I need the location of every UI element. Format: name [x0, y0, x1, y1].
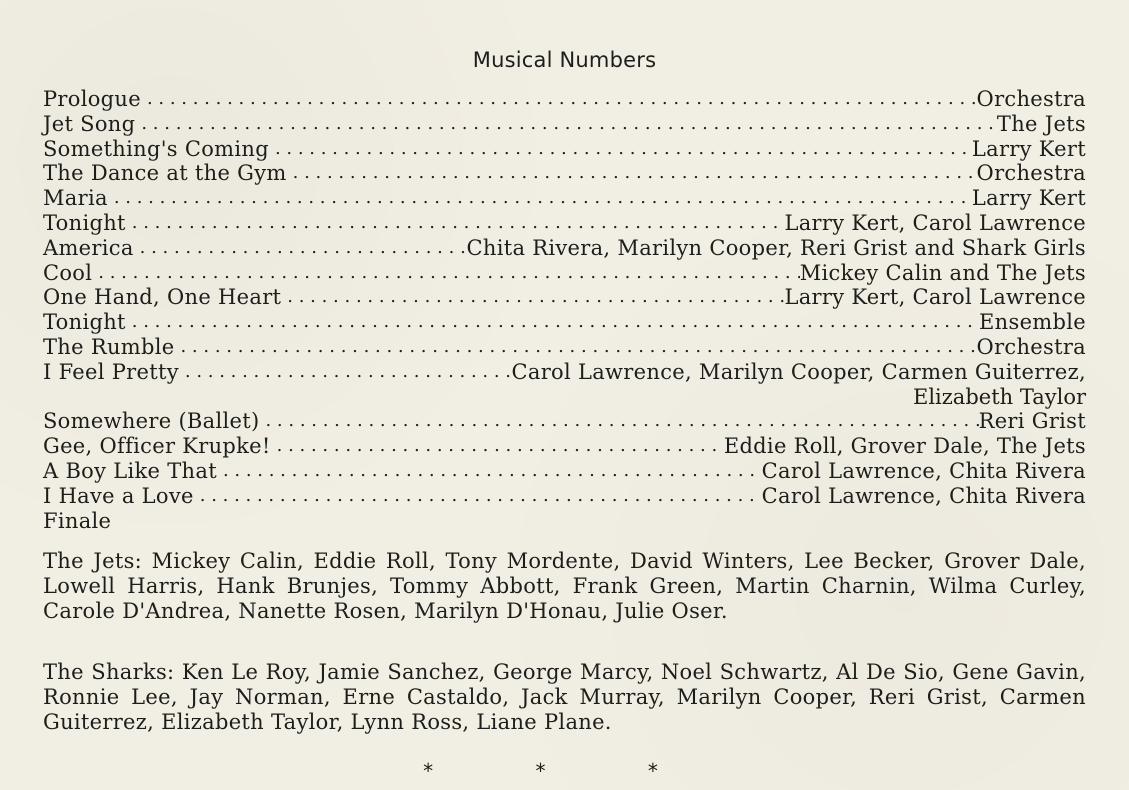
performers: Orchestra [976, 161, 1086, 186]
list-item [43, 87, 1086, 112]
song-title: Cool [43, 260, 93, 285]
list-item [43, 285, 1086, 310]
dot-leader [259, 409, 978, 434]
list-item [43, 137, 1086, 162]
performers: Orchestra [976, 334, 1086, 359]
performers: Carol Lawrence, Chita Rivera [761, 483, 1086, 508]
dot-leader [126, 211, 785, 236]
list-item [43, 112, 1086, 137]
list-item [43, 161, 1086, 186]
performers: Mickey Calin and The Jets [799, 260, 1086, 285]
dot-leader [194, 484, 762, 509]
dot-leader [271, 434, 724, 459]
song-title: Gee, Officer Krupke! [43, 434, 271, 459]
song-title: Prologue [43, 87, 141, 111]
performers: Larry Kert, Carol Lawrence [784, 285, 1086, 310]
list-item [43, 186, 1086, 211]
ornament-asterisks: * * * [423, 759, 706, 783]
list-item [43, 211, 1086, 236]
list-item [43, 509, 1086, 534]
performers: Larry Kert [971, 136, 1086, 161]
performers: The Jets [996, 111, 1086, 136]
performers: Ensemble [979, 310, 1086, 335]
list-item [43, 335, 1086, 360]
performers: Carol Lawrence, Marilyn Cooper, Carmen Guiterrez, [511, 359, 1086, 384]
song-title: Maria [43, 186, 108, 211]
list-item [43, 236, 1086, 261]
dot-leader [287, 161, 977, 186]
performers: Orchestra [976, 87, 1086, 111]
list-item [43, 360, 1086, 385]
sharks-cast-paragraph: The Sharks: Ken Le Roy, Jamie Sanchez, George Marcy, Noel Schwartz, Al De Sio, Gene Gavin, Ronnie Lee, Jay Norman, Erne Castaldo, Jack Murray, Marilyn Cooper, Reri Grist, Carmen Guiterrez, Elizabeth Taylor, Lynn Ross, Liane Plane. [43, 660, 1086, 734]
musical-numbers-list [43, 87, 1086, 533]
song-title: Tonight [43, 210, 126, 235]
dot-leader [134, 236, 467, 261]
song-title: A Boy Like That [43, 458, 217, 483]
song-title: Something's Coming [43, 136, 269, 161]
performers: Reri Grist [978, 409, 1086, 434]
dot-leader [217, 459, 762, 484]
list-item [43, 459, 1086, 484]
dot-leader [179, 360, 512, 385]
song-title: Tonight [43, 310, 126, 335]
song-title: Finale [43, 508, 112, 533]
song-title: One Hand, One Heart [43, 285, 282, 310]
song-title: I Feel Pretty [43, 359, 179, 384]
list-item [43, 434, 1086, 459]
dot-leader [92, 261, 799, 286]
performers: Carol Lawrence, Chita Rivera [761, 458, 1086, 483]
song-title: Somewhere (Ballet) [43, 409, 260, 434]
song-title: Jet Song [43, 111, 136, 136]
performers: Larry Kert, Carol Lawrence [784, 210, 1086, 235]
performers: Eddie Roll, Grover Dale, The Jets [723, 434, 1086, 459]
song-title: America [43, 235, 134, 260]
performers: Chita Rivera, Marilyn Cooper, Reri Grist and Shark Girls [466, 235, 1086, 260]
dot-leader [108, 186, 972, 211]
song-title: The Dance at the Gym [43, 161, 287, 186]
performers-continuation: Elizabeth Taylor [912, 384, 1086, 409]
list-item [43, 409, 1086, 434]
dot-leader [141, 87, 977, 112]
song-title: I Have a Love [43, 483, 194, 508]
dot-leader [126, 310, 979, 335]
dot-leader [135, 112, 997, 137]
dot-leader [174, 335, 976, 360]
list-item [43, 484, 1086, 509]
dot-leader [269, 137, 972, 162]
jets-cast-paragraph: The Jets: Mickey Calin, Eddie Roll, Tony Mordente, David Winters, Lee Becker, Grover Dale, Lowell Harris, Hank Brunjes, Tommy Abbott, Frank Green, Martin Charnin, Wilma Curley, Carole D'Andrea, Nanette Rosen, Marilyn D'Honau, Julie Oser. [43, 549, 1086, 623]
list-item [43, 261, 1086, 286]
song-title: The Rumble [43, 334, 175, 359]
page-title: Musical Numbers [472, 48, 657, 72]
performers: Larry Kert [971, 186, 1086, 211]
dot-leader [281, 285, 784, 310]
list-item [43, 310, 1086, 335]
